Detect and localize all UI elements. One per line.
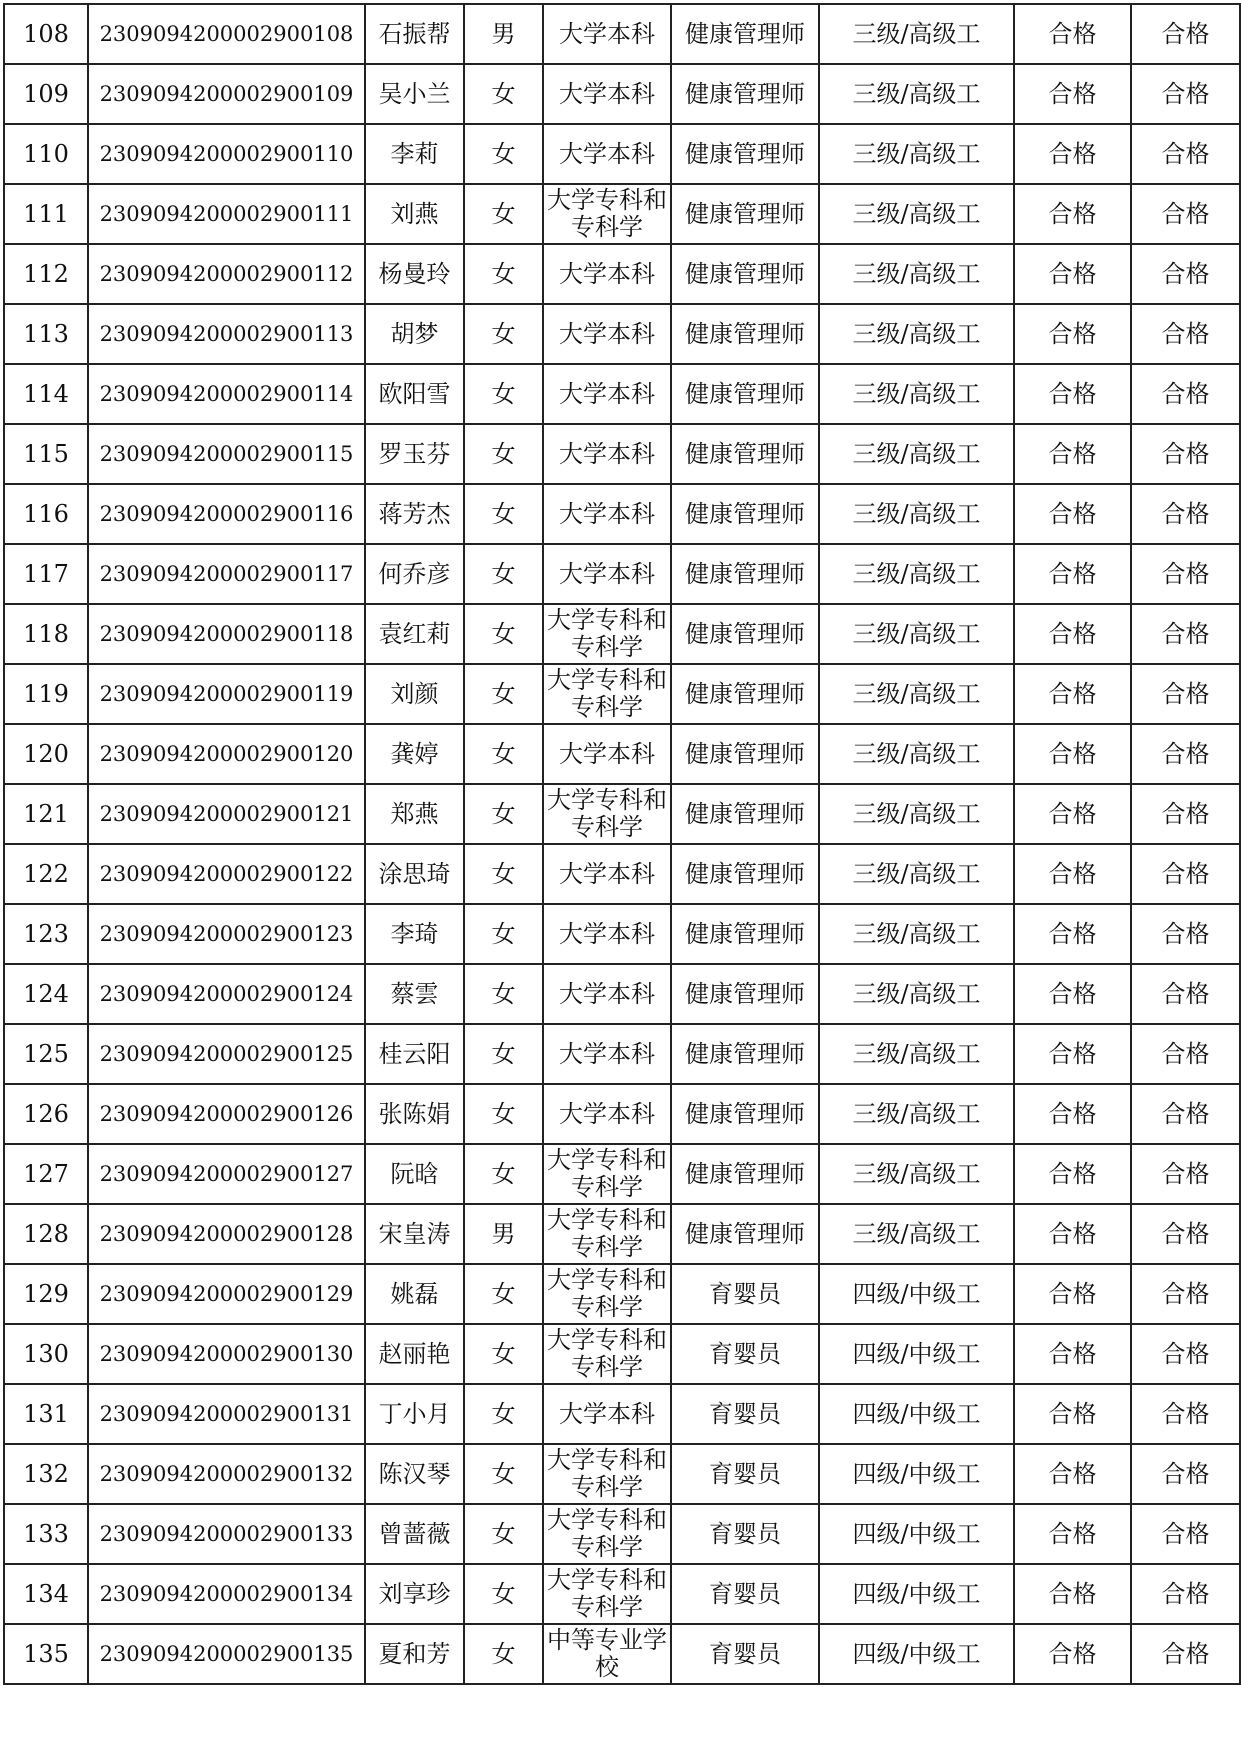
row-number-cell: 124 <box>4 964 88 1024</box>
gender-cell: 女 <box>464 184 543 244</box>
education-cell: 大学专科和专科学 <box>543 1564 671 1624</box>
occupation-cell: 健康管理师 <box>671 364 819 424</box>
certificate-id-cell: 2309094200002900114 <box>88 364 365 424</box>
gender-cell: 女 <box>464 124 543 184</box>
education-cell: 大学专科和专科学 <box>543 1264 671 1324</box>
occupation-cell: 育婴员 <box>671 1324 819 1384</box>
education-cell: 大学专科和专科学 <box>543 664 671 724</box>
result-theory-cell: 合格 <box>1014 604 1131 664</box>
person-name-cell: 石振帮 <box>365 4 464 64</box>
result-practice-cell: 合格 <box>1131 844 1240 904</box>
education-cell: 大学本科 <box>543 4 671 64</box>
occupation-cell: 健康管理师 <box>671 664 819 724</box>
table-row <box>4 1504 1240 1564</box>
result-practice-cell: 合格 <box>1131 1624 1240 1684</box>
row-number-cell: 119 <box>4 664 88 724</box>
row-number-cell: 115 <box>4 424 88 484</box>
person-name-cell: 杨曼玲 <box>365 244 464 304</box>
result-theory-cell: 合格 <box>1014 64 1131 124</box>
education-cell: 大学本科 <box>543 304 671 364</box>
row-number-cell: 109 <box>4 64 88 124</box>
skill-level-cell: 三级/高级工 <box>819 244 1014 304</box>
skill-level-cell: 四级/中级工 <box>819 1564 1014 1624</box>
person-name-cell: 陈汉琴 <box>365 1444 464 1504</box>
skill-level-cell: 三级/高级工 <box>819 544 1014 604</box>
occupation-cell: 健康管理师 <box>671 1204 819 1264</box>
gender-cell: 女 <box>464 964 543 1024</box>
table-row <box>4 1024 1240 1084</box>
skill-level-cell: 三级/高级工 <box>819 664 1014 724</box>
certificate-id-cell: 2309094200002900108 <box>88 4 365 64</box>
result-theory-cell: 合格 <box>1014 724 1131 784</box>
occupation-cell: 健康管理师 <box>671 544 819 604</box>
table-row <box>4 1144 1240 1204</box>
education-cell: 大学本科 <box>543 424 671 484</box>
gender-cell: 女 <box>464 1144 543 1204</box>
gender-cell: 女 <box>464 1084 543 1144</box>
result-practice-cell: 合格 <box>1131 784 1240 844</box>
table-row <box>4 964 1240 1024</box>
gender-cell: 女 <box>464 844 543 904</box>
table-row <box>4 1084 1240 1144</box>
person-name-cell: 吴小兰 <box>365 64 464 124</box>
row-number-cell: 131 <box>4 1384 88 1444</box>
result-practice-cell: 合格 <box>1131 124 1240 184</box>
row-number-cell: 126 <box>4 1084 88 1144</box>
certificate-id-cell: 2309094200002900125 <box>88 1024 365 1084</box>
skill-level-cell: 四级/中级工 <box>819 1504 1014 1564</box>
person-name-cell: 李莉 <box>365 124 464 184</box>
occupation-cell: 育婴员 <box>671 1504 819 1564</box>
occupation-cell: 健康管理师 <box>671 184 819 244</box>
person-name-cell: 姚磊 <box>365 1264 464 1324</box>
occupation-cell: 育婴员 <box>671 1264 819 1324</box>
result-practice-cell: 合格 <box>1131 1444 1240 1504</box>
skill-level-cell: 四级/中级工 <box>819 1624 1014 1684</box>
education-cell: 大学本科 <box>543 1024 671 1084</box>
certificate-id-cell: 2309094200002900128 <box>88 1204 365 1264</box>
skill-level-cell: 三级/高级工 <box>819 124 1014 184</box>
skill-level-cell: 四级/中级工 <box>819 1324 1014 1384</box>
gender-cell: 男 <box>464 4 543 64</box>
gender-cell: 女 <box>464 1384 543 1444</box>
table-row <box>4 124 1240 184</box>
result-theory-cell: 合格 <box>1014 664 1131 724</box>
table-row <box>4 1444 1240 1504</box>
table-body <box>4 4 1240 1684</box>
person-name-cell: 袁红莉 <box>365 604 464 664</box>
gender-cell: 女 <box>464 1624 543 1684</box>
certificate-id-cell: 2309094200002900117 <box>88 544 365 604</box>
table-row <box>4 64 1240 124</box>
certificate-id-cell: 2309094200002900133 <box>88 1504 365 1564</box>
certificate-id-cell: 2309094200002900124 <box>88 964 365 1024</box>
result-theory-cell: 合格 <box>1014 904 1131 964</box>
occupation-cell: 健康管理师 <box>671 304 819 364</box>
education-cell: 中等专业学校 <box>543 1624 671 1684</box>
education-cell: 大学本科 <box>543 124 671 184</box>
result-practice-cell: 合格 <box>1131 1024 1240 1084</box>
table-row <box>4 184 1240 244</box>
occupation-cell: 健康管理师 <box>671 1024 819 1084</box>
table-row <box>4 724 1240 784</box>
skill-level-cell: 三级/高级工 <box>819 64 1014 124</box>
row-number-cell: 122 <box>4 844 88 904</box>
person-name-cell: 曾蔷薇 <box>365 1504 464 1564</box>
certificate-id-cell: 2309094200002900115 <box>88 424 365 484</box>
row-number-cell: 111 <box>4 184 88 244</box>
row-number-cell: 123 <box>4 904 88 964</box>
person-name-cell: 刘颜 <box>365 664 464 724</box>
result-theory-cell: 合格 <box>1014 1264 1131 1324</box>
occupation-cell: 育婴员 <box>671 1624 819 1684</box>
result-practice-cell: 合格 <box>1131 964 1240 1024</box>
education-cell: 大学专科和专科学 <box>543 184 671 244</box>
row-number-cell: 132 <box>4 1444 88 1504</box>
skill-level-cell: 四级/中级工 <box>819 1264 1014 1324</box>
row-number-cell: 128 <box>4 1204 88 1264</box>
result-practice-cell: 合格 <box>1131 1084 1240 1144</box>
education-cell: 大学本科 <box>543 1384 671 1444</box>
skill-level-cell: 三级/高级工 <box>819 1204 1014 1264</box>
table-row <box>4 1324 1240 1384</box>
result-theory-cell: 合格 <box>1014 1024 1131 1084</box>
education-cell: 大学专科和专科学 <box>543 1204 671 1264</box>
person-name-cell: 罗玉芬 <box>365 424 464 484</box>
certificate-id-cell: 2309094200002900123 <box>88 904 365 964</box>
table-row <box>4 304 1240 364</box>
person-name-cell: 阮晗 <box>365 1144 464 1204</box>
table-row <box>4 364 1240 424</box>
row-number-cell: 116 <box>4 484 88 544</box>
result-practice-cell: 合格 <box>1131 604 1240 664</box>
gender-cell: 女 <box>464 484 543 544</box>
gender-cell: 女 <box>464 244 543 304</box>
result-practice-cell: 合格 <box>1131 904 1240 964</box>
result-theory-cell: 合格 <box>1014 1204 1131 1264</box>
occupation-cell: 健康管理师 <box>671 64 819 124</box>
gender-cell: 女 <box>464 664 543 724</box>
skill-level-cell: 三级/高级工 <box>819 964 1014 1024</box>
result-theory-cell: 合格 <box>1014 424 1131 484</box>
row-number-cell: 129 <box>4 1264 88 1324</box>
occupation-cell: 健康管理师 <box>671 484 819 544</box>
result-theory-cell: 合格 <box>1014 844 1131 904</box>
result-theory-cell: 合格 <box>1014 1084 1131 1144</box>
person-name-cell: 欧阳雪 <box>365 364 464 424</box>
occupation-cell: 健康管理师 <box>671 4 819 64</box>
gender-cell: 女 <box>464 1444 543 1504</box>
row-number-cell: 117 <box>4 544 88 604</box>
person-name-cell: 胡梦 <box>365 304 464 364</box>
table-row <box>4 664 1240 724</box>
result-theory-cell: 合格 <box>1014 1384 1131 1444</box>
certificate-id-cell: 2309094200002900116 <box>88 484 365 544</box>
gender-cell: 女 <box>464 604 543 664</box>
certificate-id-cell: 2309094200002900110 <box>88 124 365 184</box>
gender-cell: 女 <box>464 1324 543 1384</box>
table-row <box>4 1624 1240 1684</box>
certificate-id-cell: 2309094200002900111 <box>88 184 365 244</box>
skill-level-cell: 三级/高级工 <box>819 364 1014 424</box>
person-name-cell: 蒋芳杰 <box>365 484 464 544</box>
result-practice-cell: 合格 <box>1131 484 1240 544</box>
result-practice-cell: 合格 <box>1131 4 1240 64</box>
skill-level-cell: 三级/高级工 <box>819 484 1014 544</box>
result-practice-cell: 合格 <box>1131 1144 1240 1204</box>
person-name-cell: 龚婷 <box>365 724 464 784</box>
gender-cell: 女 <box>464 784 543 844</box>
result-practice-cell: 合格 <box>1131 664 1240 724</box>
table-row <box>4 424 1240 484</box>
table-row <box>4 844 1240 904</box>
result-practice-cell: 合格 <box>1131 184 1240 244</box>
table-row <box>4 904 1240 964</box>
table-row <box>4 1564 1240 1624</box>
person-name-cell: 涂思琦 <box>365 844 464 904</box>
certificate-id-cell: 2309094200002900127 <box>88 1144 365 1204</box>
skill-level-cell: 三级/高级工 <box>819 784 1014 844</box>
result-theory-cell: 合格 <box>1014 304 1131 364</box>
result-theory-cell: 合格 <box>1014 1504 1131 1564</box>
gender-cell: 女 <box>464 1504 543 1564</box>
gender-cell: 女 <box>464 304 543 364</box>
result-theory-cell: 合格 <box>1014 364 1131 424</box>
result-practice-cell: 合格 <box>1131 1564 1240 1624</box>
certificate-id-cell: 2309094200002900112 <box>88 244 365 304</box>
result-theory-cell: 合格 <box>1014 1144 1131 1204</box>
occupation-cell: 健康管理师 <box>671 424 819 484</box>
certificate-id-cell: 2309094200002900132 <box>88 1444 365 1504</box>
education-cell: 大学专科和专科学 <box>543 784 671 844</box>
table-row <box>4 4 1240 64</box>
person-name-cell: 张陈娟 <box>365 1084 464 1144</box>
skill-level-cell: 三级/高级工 <box>819 1144 1014 1204</box>
occupation-cell: 育婴员 <box>671 1444 819 1504</box>
occupation-cell: 健康管理师 <box>671 244 819 304</box>
certificate-id-cell: 2309094200002900126 <box>88 1084 365 1144</box>
row-number-cell: 112 <box>4 244 88 304</box>
result-theory-cell: 合格 <box>1014 4 1131 64</box>
row-number-cell: 113 <box>4 304 88 364</box>
row-number-cell: 108 <box>4 4 88 64</box>
certificate-id-cell: 2309094200002900134 <box>88 1564 365 1624</box>
skill-level-cell: 三级/高级工 <box>819 604 1014 664</box>
result-theory-cell: 合格 <box>1014 964 1131 1024</box>
gender-cell: 女 <box>464 64 543 124</box>
person-name-cell: 宋皇涛 <box>365 1204 464 1264</box>
skill-level-cell: 四级/中级工 <box>819 1444 1014 1504</box>
gender-cell: 女 <box>464 544 543 604</box>
education-cell: 大学本科 <box>543 904 671 964</box>
person-name-cell: 夏和芳 <box>365 1624 464 1684</box>
result-theory-cell: 合格 <box>1014 1444 1131 1504</box>
certificate-id-cell: 2309094200002900121 <box>88 784 365 844</box>
certificate-id-cell: 2309094200002900109 <box>88 64 365 124</box>
skill-level-cell: 三级/高级工 <box>819 844 1014 904</box>
result-theory-cell: 合格 <box>1014 784 1131 844</box>
gender-cell: 女 <box>464 364 543 424</box>
gender-cell: 女 <box>464 1024 543 1084</box>
table-row <box>4 544 1240 604</box>
education-cell: 大学本科 <box>543 484 671 544</box>
occupation-cell: 健康管理师 <box>671 124 819 184</box>
certificate-id-cell: 2309094200002900113 <box>88 304 365 364</box>
skill-level-cell: 四级/中级工 <box>819 1384 1014 1444</box>
skill-level-cell: 三级/高级工 <box>819 4 1014 64</box>
result-theory-cell: 合格 <box>1014 544 1131 604</box>
row-number-cell: 130 <box>4 1324 88 1384</box>
skill-level-cell: 三级/高级工 <box>819 424 1014 484</box>
result-practice-cell: 合格 <box>1131 1384 1240 1444</box>
row-number-cell: 133 <box>4 1504 88 1564</box>
skill-level-cell: 三级/高级工 <box>819 184 1014 244</box>
certificate-id-cell: 2309094200002900129 <box>88 1264 365 1324</box>
table-row <box>4 244 1240 304</box>
row-number-cell: 134 <box>4 1564 88 1624</box>
results-table <box>3 3 1241 1685</box>
person-name-cell: 刘燕 <box>365 184 464 244</box>
education-cell: 大学专科和专科学 <box>543 1324 671 1384</box>
education-cell: 大学本科 <box>543 64 671 124</box>
result-practice-cell: 合格 <box>1131 424 1240 484</box>
table-row <box>4 1204 1240 1264</box>
education-cell: 大学本科 <box>543 724 671 784</box>
certificate-id-cell: 2309094200002900122 <box>88 844 365 904</box>
row-number-cell: 110 <box>4 124 88 184</box>
result-theory-cell: 合格 <box>1014 1564 1131 1624</box>
education-cell: 大学本科 <box>543 1084 671 1144</box>
occupation-cell: 健康管理师 <box>671 604 819 664</box>
table-row <box>4 484 1240 544</box>
education-cell: 大学本科 <box>543 244 671 304</box>
result-theory-cell: 合格 <box>1014 484 1131 544</box>
certificate-id-cell: 2309094200002900135 <box>88 1624 365 1684</box>
table-row <box>4 784 1240 844</box>
occupation-cell: 育婴员 <box>671 1384 819 1444</box>
person-name-cell: 桂云阳 <box>365 1024 464 1084</box>
skill-level-cell: 三级/高级工 <box>819 724 1014 784</box>
person-name-cell: 郑燕 <box>365 784 464 844</box>
certificate-id-cell: 2309094200002900131 <box>88 1384 365 1444</box>
education-cell: 大学专科和专科学 <box>543 1144 671 1204</box>
result-theory-cell: 合格 <box>1014 124 1131 184</box>
occupation-cell: 健康管理师 <box>671 964 819 1024</box>
skill-level-cell: 三级/高级工 <box>819 1084 1014 1144</box>
education-cell: 大学本科 <box>543 364 671 424</box>
occupation-cell: 健康管理师 <box>671 904 819 964</box>
occupation-cell: 健康管理师 <box>671 1144 819 1204</box>
result-practice-cell: 合格 <box>1131 244 1240 304</box>
result-practice-cell: 合格 <box>1131 724 1240 784</box>
row-number-cell: 120 <box>4 724 88 784</box>
education-cell: 大学专科和专科学 <box>543 604 671 664</box>
gender-cell: 女 <box>464 1264 543 1324</box>
result-theory-cell: 合格 <box>1014 1324 1131 1384</box>
row-number-cell: 118 <box>4 604 88 664</box>
table-row <box>4 1384 1240 1444</box>
result-practice-cell: 合格 <box>1131 64 1240 124</box>
result-practice-cell: 合格 <box>1131 364 1240 424</box>
education-cell: 大学专科和专科学 <box>543 1444 671 1504</box>
result-practice-cell: 合格 <box>1131 1204 1240 1264</box>
person-name-cell: 蔡雲 <box>365 964 464 1024</box>
row-number-cell: 121 <box>4 784 88 844</box>
person-name-cell: 丁小月 <box>365 1384 464 1444</box>
gender-cell: 男 <box>464 1204 543 1264</box>
row-number-cell: 135 <box>4 1624 88 1684</box>
result-theory-cell: 合格 <box>1014 244 1131 304</box>
person-name-cell: 赵丽艳 <box>365 1324 464 1384</box>
certificate-id-cell: 2309094200002900130 <box>88 1324 365 1384</box>
person-name-cell: 李琦 <box>365 904 464 964</box>
result-practice-cell: 合格 <box>1131 1264 1240 1324</box>
row-number-cell: 125 <box>4 1024 88 1084</box>
result-practice-cell: 合格 <box>1131 1324 1240 1384</box>
education-cell: 大学本科 <box>543 964 671 1024</box>
result-theory-cell: 合格 <box>1014 184 1131 244</box>
occupation-cell: 健康管理师 <box>671 1084 819 1144</box>
certificate-id-cell: 2309094200002900118 <box>88 604 365 664</box>
row-number-cell: 127 <box>4 1144 88 1204</box>
gender-cell: 女 <box>464 904 543 964</box>
occupation-cell: 育婴员 <box>671 1564 819 1624</box>
table-row <box>4 604 1240 664</box>
person-name-cell: 何乔彦 <box>365 544 464 604</box>
occupation-cell: 健康管理师 <box>671 784 819 844</box>
education-cell: 大学专科和专科学 <box>543 1504 671 1564</box>
result-practice-cell: 合格 <box>1131 1504 1240 1564</box>
gender-cell: 女 <box>464 424 543 484</box>
gender-cell: 女 <box>464 724 543 784</box>
gender-cell: 女 <box>464 1564 543 1624</box>
person-name-cell: 刘享珍 <box>365 1564 464 1624</box>
skill-level-cell: 三级/高级工 <box>819 904 1014 964</box>
row-number-cell: 114 <box>4 364 88 424</box>
result-theory-cell: 合格 <box>1014 1624 1131 1684</box>
skill-level-cell: 三级/高级工 <box>819 1024 1014 1084</box>
certificate-id-cell: 2309094200002900120 <box>88 724 365 784</box>
result-practice-cell: 合格 <box>1131 304 1240 364</box>
skill-level-cell: 三级/高级工 <box>819 304 1014 364</box>
occupation-cell: 健康管理师 <box>671 724 819 784</box>
result-practice-cell: 合格 <box>1131 544 1240 604</box>
certificate-id-cell: 2309094200002900119 <box>88 664 365 724</box>
education-cell: 大学本科 <box>543 544 671 604</box>
occupation-cell: 健康管理师 <box>671 844 819 904</box>
table-row <box>4 1264 1240 1324</box>
education-cell: 大学本科 <box>543 844 671 904</box>
